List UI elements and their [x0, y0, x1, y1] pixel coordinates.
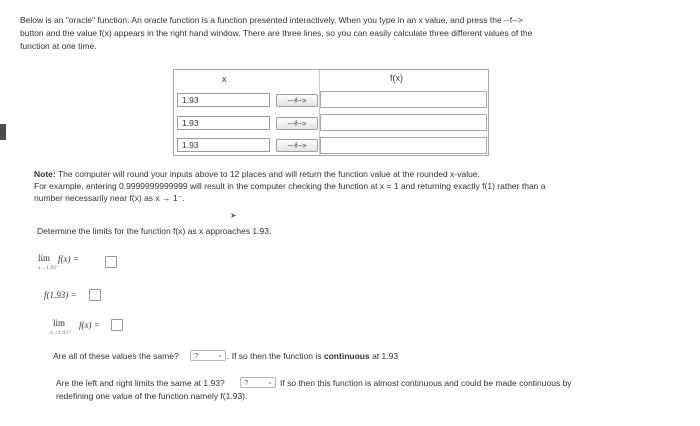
q1-continuous-word: continuous: [323, 351, 370, 361]
q1-suffix: . If so then the function is: [227, 351, 322, 361]
left-limit-expression: f(x) =: [58, 254, 79, 264]
q2-line-2: redefining one value of the function namely f(1.93).: [56, 391, 248, 401]
chevron-down-icon: ⌄: [217, 352, 223, 359]
x-input-2[interactable]: 1.93: [177, 116, 270, 130]
q1-conclusion: [227, 351, 398, 362]
right-limit-answer-box[interactable]: [111, 319, 123, 331]
intro-line-2: button and the value f(x) appears in the right hand window. There are three lines, so you can easily calculate three different values of the: [20, 28, 533, 38]
note-line-2: For example, entering 0.9999999999999 will result in the computer checking the function at x = 1 and returning exactly f(1) rather than a: [34, 181, 546, 191]
evaluate-button-1[interactable]: ---f-->: [276, 94, 318, 107]
column-header-fx: f(x): [390, 73, 403, 83]
q1-prefix: Are all of these values the same?: [53, 351, 179, 361]
left-limit-subscript: x→1.93⁻: [38, 265, 59, 271]
task-instruction: Determine the limits for the function f(x) as x approaches 1.93.: [37, 226, 272, 236]
right-limit-subscript: x→1.93⁺: [50, 330, 71, 336]
function-value-answer-box[interactable]: [89, 289, 101, 301]
fx-output-2: [320, 114, 487, 131]
intro-line-3: function at one time.: [20, 41, 97, 51]
q1-end: at 1.93: [372, 351, 399, 361]
fx-output-1: [320, 91, 487, 108]
mouse-cursor-icon: ➤: [230, 211, 237, 220]
function-value-expression: f(1.93) =: [44, 290, 77, 300]
continuity-select-value: ?: [194, 351, 199, 360]
left-limit-lim: lim: [38, 253, 51, 263]
intro-line-1: Below is an "oracle" function. An oracle function is a function presented interactively. When you type in an x value, and press the --f-->: [20, 15, 523, 25]
limits-equal-select-value: ?: [244, 378, 249, 387]
evaluate-button-3[interactable]: ---f-->: [276, 139, 318, 152]
fx-output-3: [320, 137, 487, 154]
evaluate-button-2[interactable]: ---f-->: [276, 117, 318, 130]
note-line-1: [34, 169, 480, 180]
limits-equal-select[interactable]: [240, 377, 276, 388]
x-input-3[interactable]: 1.93: [177, 138, 270, 152]
x-input-1[interactable]: 1.93: [177, 93, 270, 107]
q2-suffix: If so then this function is almost continuous and could be made continuous by: [280, 378, 572, 388]
continuity-select[interactable]: [190, 350, 226, 361]
left-edge-marker: [0, 124, 6, 140]
chevron-down-icon: ⌄: [267, 379, 273, 386]
right-limit-lim: lim: [53, 318, 66, 328]
right-limit-expression: f(x) =: [79, 320, 100, 330]
note-label: Note:: [34, 169, 56, 179]
q2-prefix: Are the left and right limits the same at 1.93?: [56, 378, 225, 388]
note-line-3: number necessarily near f(x) as x → 1⁻.: [34, 193, 185, 203]
column-header-x: x: [222, 74, 227, 84]
note-text-1: The computer will round your inputs above to 12 places and will return the function value at the rounded x-value.: [57, 169, 480, 179]
left-limit-answer-box[interactable]: [105, 256, 117, 268]
